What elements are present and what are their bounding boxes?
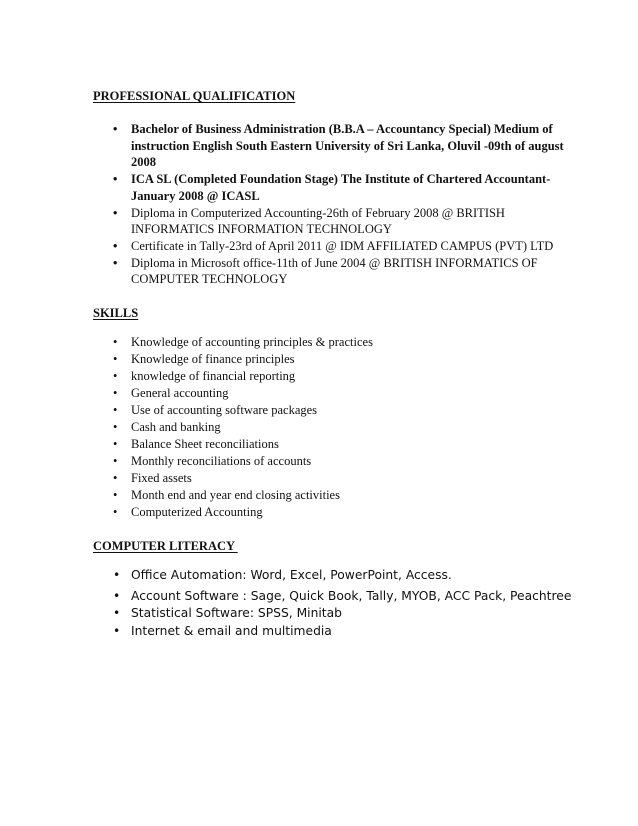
list-item: • Account Software : Sage, Quick Book, Tally, MYOB, ACC Pack, Peachtree	[0, 588, 638, 606]
computer-literacy-list	[0, 567, 638, 640]
skills-heading: SKILLS	[93, 306, 139, 320]
list-item: • Monthly reconciliations of accounts	[0, 453, 638, 470]
list-item: • Month end and year end closing activities	[0, 487, 638, 504]
list-item: • General accounting	[0, 385, 638, 402]
list-item: • Diploma in Microsoft office-11th of June 2004 @ BRITISH INFORMATICS OF COMPUTER TECHNOLOGY	[0, 255, 638, 288]
list-item: • Office Automation: Word, Excel, PowerPoint, Access.	[0, 567, 638, 585]
list-item: • Knowledge of accounting principles & practices	[0, 334, 638, 351]
list-item: • Cash and banking	[0, 419, 638, 436]
qualification-heading: PROFESSIONAL QUALIFICATION	[93, 89, 296, 103]
list-item: • Bachelor of Business Administration (B.B.A – Accountancy Special) Medium of instruction English South Eastern University of Sri Lanka, Oluvil -09th of august 2008	[0, 121, 638, 171]
list-item: • ICA SL (Completed Foundation Stage) The Institute of Chartered Accountant-January 2008 @ ICASL	[0, 171, 638, 204]
list-item: • Balance Sheet reconciliations	[0, 436, 638, 453]
list-item: • Internet & email and multimedia	[0, 623, 638, 641]
list-item: • knowledge of financial reporting	[0, 368, 638, 385]
list-item: • Use of accounting software packages	[0, 402, 638, 419]
list-item: • Diploma in Computerized Accounting-26th of February 2008 @ BRITISH INFORMATICS INFORMATION TECHNOLOGY	[0, 205, 638, 238]
list-item: • Statistical Software: SPSS, Minitab	[0, 605, 638, 623]
list-item: • Computerized Accounting	[0, 504, 638, 521]
skills-list	[0, 334, 638, 521]
qualification-list	[0, 121, 638, 288]
list-item: • Fixed assets	[0, 470, 638, 487]
list-item: • Knowledge of finance principles	[0, 351, 638, 368]
computer-literacy-heading: COMPUTER LITERACY	[93, 539, 238, 553]
list-item: • Certificate in Tally-23rd of April 2011 @ IDM AFFILIATED CAMPUS (PVT) LTD	[0, 238, 638, 255]
